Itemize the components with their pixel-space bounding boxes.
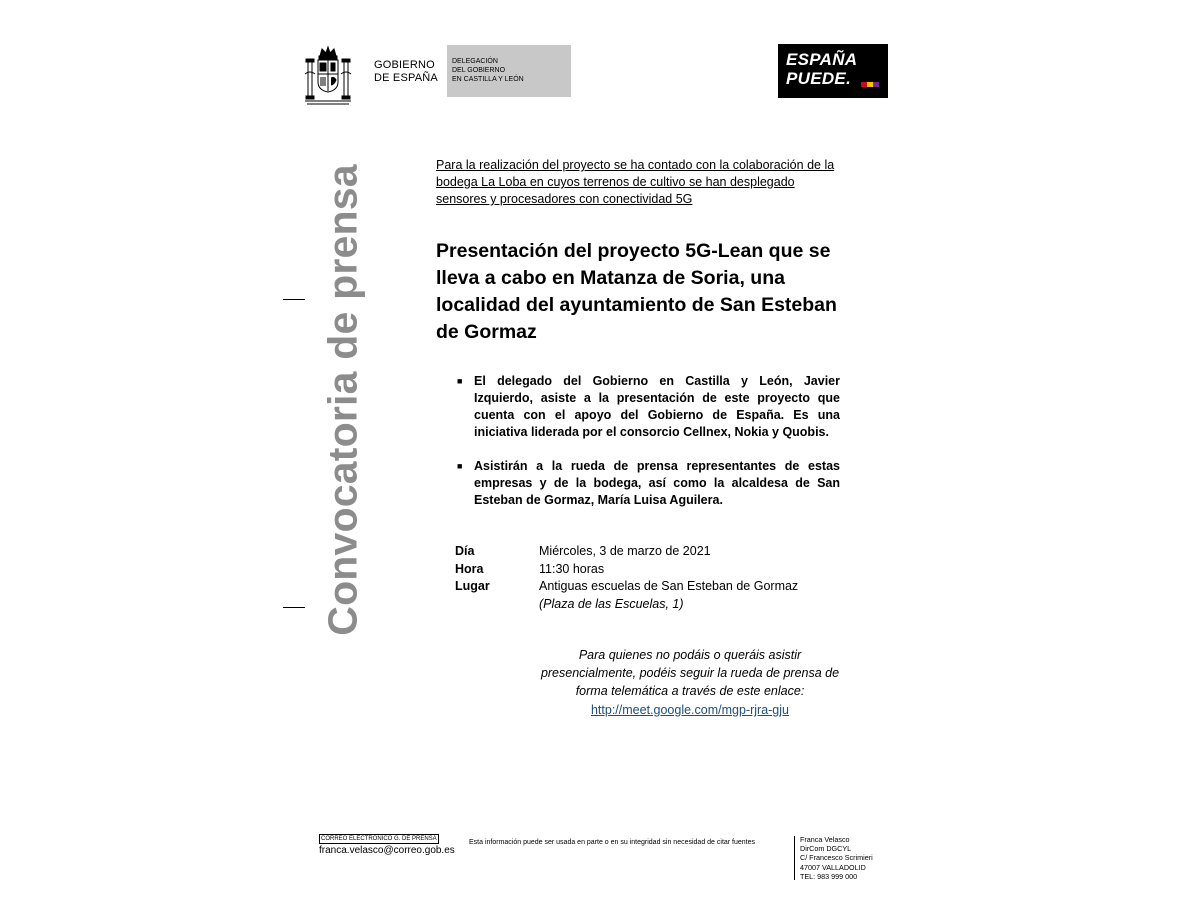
espana-puede-line-2: PUEDE. <box>786 69 852 88</box>
contact-phone: TEL: 983 999 000 <box>800 871 858 881</box>
bullet-square-icon: ■ <box>457 461 463 471</box>
side-title: Convocatoria de prensa <box>319 164 366 636</box>
lugar-label: Lugar <box>455 579 490 593</box>
detail-row-dia <box>455 543 798 561</box>
side-mark-bottom <box>283 607 305 608</box>
delegacion-line-1: DELEGACIÓN <box>452 58 498 65</box>
gobierno-line-1: GOBIERNO <box>374 59 435 71</box>
bullet-item <box>457 373 840 441</box>
remote-attendance-info: Para quienes no podáis o queráis asistir presencialmente, podéis seguir la rueda de prensa de forma telemática a través de este enlace: <box>540 648 840 698</box>
delegacion-line-3: EN CASTILLA Y LEÓN <box>452 76 524 83</box>
spanish-coat-of-arms-icon <box>303 44 353 108</box>
bullet-item <box>457 458 840 509</box>
hora-value: 11:30 horas <box>539 561 605 576</box>
lugar-value: Antiguas escuelas de San Esteban de Gormaz <box>539 579 799 593</box>
contact-city: 47007 VALLADOLID <box>800 862 866 872</box>
delegacion-line-2: DEL GOBIERNO <box>452 67 506 74</box>
contact-name: Franca Velasco <box>800 835 850 844</box>
bullet-text: El delegado del Gobierno en Castilla y León, Javier Izquierdo, asiste a la presentación de este proyecto que cuenta con el apoyo del Gobierno de España. Es una iniciativa liderada por el consorcio Cellnex, Nokia y Quobis. <box>474 374 840 439</box>
footer-email-label: CORREO ELECTRÓNICO G. DE PRENSA <box>321 836 437 842</box>
gobierno-line-2: DE ESPAÑA <box>374 72 438 84</box>
dia-value: Miércoles, 3 de marzo de 2021 <box>539 544 711 558</box>
flag-stripes-icon <box>861 82 879 87</box>
delegacion-text <box>452 57 524 84</box>
footer-divider <box>794 836 795 880</box>
gobierno-de-espana-text <box>374 59 438 85</box>
subtitle: Para la realización del proyecto se ha contado con la colaboración de la bodega La Loba en cuyos terrenos de cultivo se han desplegado sensores y procesadores con conectividad 5G <box>436 158 835 206</box>
bullet-square-icon: ■ <box>457 376 463 386</box>
headline: Presentación del proyecto 5G-Lean que se lleva a cabo en Matanza de Soria, una localidad del ayuntamiento de San Esteban de Gormaz <box>436 240 837 343</box>
contact-dept: DirCom DGCYL <box>800 844 852 854</box>
detail-row-hora <box>455 561 798 579</box>
bullet-text: Asistirán a la rueda de prensa representantes de estas empresas y de la bodega, así como la alcaldesa de San Esteban de Gormaz, María Luisa Aguilera. <box>474 459 840 507</box>
espana-puede-logo <box>778 44 888 98</box>
footer-usage-note: Esta información puede ser usada en parte o en su integridad sin necesidad de citar fuentes <box>469 839 756 846</box>
espana-puede-line-1: ESPAÑA <box>786 50 858 69</box>
event-details <box>455 543 798 613</box>
side-mark-top <box>283 299 305 300</box>
hora-label: Hora <box>455 561 484 576</box>
footer-email[interactable]: franca.velasco@correo.gob.es <box>319 845 455 856</box>
contact-street: C/ Francesco Scrimieri <box>800 853 873 863</box>
dia-label: Día <box>455 544 475 558</box>
detail-row-lugar <box>455 578 798 596</box>
lugar-note: (Plaza de las Escuelas, 1) <box>539 596 684 611</box>
footer-contact <box>800 835 873 881</box>
meet-link[interactable]: http://meet.google.com/mgp-rjra-gju <box>590 703 789 717</box>
